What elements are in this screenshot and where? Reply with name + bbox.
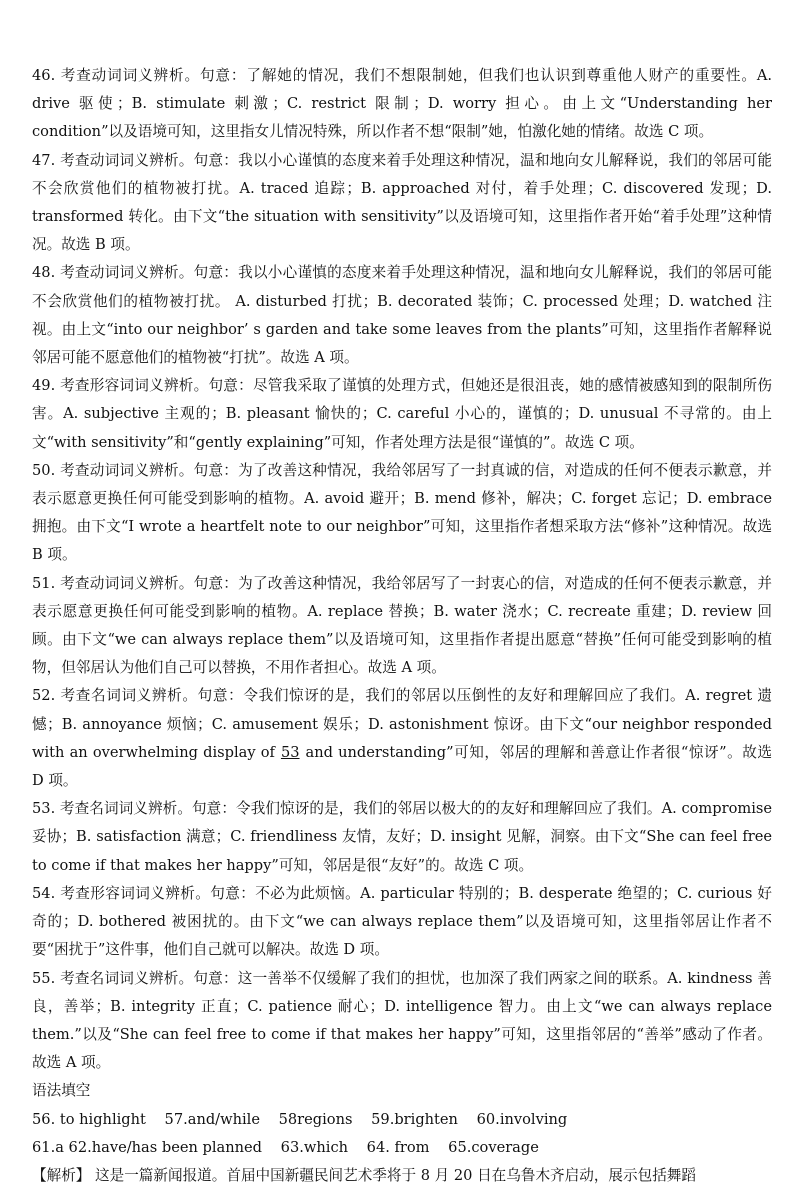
item-49 xyxy=(32,372,772,457)
item-54-text: 54. 考查形容词词义辨析。句意：不必为此烦恼。A. particular 特别的；B. desperate 绝望的；C. curious 好奇的；D. bothered 被困扰的。由下文“we can always replace them”以及语境可知，这里指邻居让作者不要“困扰于”这件事，他们自己就可以解决。故选 D 项。 xyxy=(32,884,772,959)
answer-63: 63.which xyxy=(280,1138,349,1156)
answer-64: 64. from xyxy=(366,1138,430,1156)
item-48-text: 48. 考查动词词义辨析。句意：我以小心谨慎的态度来着手处理这种情况，温和地向女儿解释说，我们的邻居可能不会欣赏他们的植物被打扰。 A. disturbed 打扰；B. decorated 装饰；C. processed 处理；D. watched 注视。由上文“into our neighbor’ s garden and take some leaves from the plants”可知，这里指作者解释说邻居可能不愿意他们的植物被“打扰”。故选 A 项。 xyxy=(32,264,772,367)
answer-59: 59.brighten xyxy=(371,1110,458,1128)
item-51 xyxy=(32,570,772,683)
document-page xyxy=(32,62,772,1190)
item-50-text: 50. 考查动词词义辨析。句意：为了改善这种情况，我给邻居写了一封真诚的信，对造成的任何不便表示歉意，并表示愿意更换任何可能受到影响的植物。A. avoid 避开；B. mend 修补，解决；C. forget 忘记；D. embrace 拥抱。由下文“I wrote a heartfelt note to our neighbor”可知，这里指作者想采取方法“修补”这种情况。故选 B 项。 xyxy=(32,461,772,564)
answer-57: 57.and/while xyxy=(164,1110,260,1128)
item-53-text: 53. 考查名词词义辨析。句意：令我们惊讶的是，我们的邻居以极大的的友好和理解回应了我们。A. compromise 妥协；B. satisfaction 满意；C. friendliness 友情，友好；D. insight 见解，洞察。由下文“She can feel free to come if that makes her happy”可知，邻居是很“友好”的。故选 C 项。 xyxy=(32,800,772,874)
item-52 xyxy=(32,682,772,795)
section-title: 语法填空 xyxy=(32,1082,91,1100)
answers-row-2 xyxy=(32,1134,772,1162)
analysis-text: 【解析】 这是一篇新闻报道。首届中国新疆民间艺术季将于 8 月 20 日在乌鲁木齐启动，展示包括舞蹈 xyxy=(32,1166,696,1184)
item-46 xyxy=(32,62,772,147)
item-46-text: 46. 考查动词词义辨析。句意：了解她的情况，我们不想限制她，但我们也认识到尊重他人财产的重要性。A. drive 驱使；B. stimulate 刺激；C. restrict 限制；D. worry 担心。由上文“Understanding her condition”以及语境可知，这里指女儿情况特殊，所以作者不想“限制”她，怕激化她的情绪。故选 C 项。 xyxy=(32,67,772,141)
item-49-text: 49. 考查形容词词义辨析。句意：尽管我采取了谨慎的处理方式，但她还是很沮丧，她的感情被感知到的限制所伤害。A. subjective 主观的；B. pleasant 愉快的；C. careful 小心的，谨慎的；D. unusual 不寻常的。由上文“with sensitivity”和“gently explaining”可知，作者处理方法是很“谨慎的”。故选 C 项。 xyxy=(32,377,772,451)
item-55-text: 55. 考查名词词义辨析。句意：这一善举不仅缓解了我们的担忧，也加深了我们两家之间的联系。A. kindness 善良，善举；B. integrity 正直；C. patience 耐心；D. intelligence 智力。由上文“we can always replace them.”以及“She can feel free to come if that makes her happy”可知，这里指邻居的“善举”感动了作者。故选 A 项。 xyxy=(32,969,772,1072)
item-47 xyxy=(32,147,772,260)
answer-61-62: 61.a 62.have/has been planned xyxy=(32,1138,263,1156)
answer-65: 65.coverage xyxy=(448,1138,539,1156)
item-52-post: and understanding”可知，邻居的理解和善意让作者很“惊讶”。故选 D 项。 xyxy=(32,743,773,790)
answer-58: 58regions xyxy=(278,1110,353,1128)
item-52-blank: 53 xyxy=(280,743,300,761)
answer-60: 60.involving xyxy=(476,1110,568,1128)
item-54 xyxy=(32,880,772,965)
item-53 xyxy=(32,795,772,880)
item-52-pre: 52. 考查名词词义辨析。句意：令我们惊讶的是，我们的邻居以压倒性的友好和理解回应了我们。A. regret 遗憾；B. annoyance 烦恼；C. amusement 娱乐；D. astonishment 惊讶。由下文“our neighbor responded with an overwhelming display of xyxy=(32,687,772,761)
answer-56: 56. to highlight xyxy=(32,1110,146,1128)
item-51-text: 51. 考查动词词义辨析。句意：为了改善这种情况，我给邻居写了一封衷心的信，对造成的任何不便表示歉意，并表示愿意更换任何可能受到影响的植物。A. replace 替换；B. water 浇水；C. recreate 重建；D. review 回顾。由下文“we can always replace them”以及语境可知，这里指作者提出愿意“替换”任何可能受到影响的植物，但邻居认为他们自己可以替换，不用作者担心。故选 A 项。 xyxy=(32,574,772,677)
answers-row-1 xyxy=(32,1106,772,1134)
item-48 xyxy=(32,259,772,372)
item-52-text xyxy=(32,682,772,795)
item-47-text: 47. 考查动词词义辨析。句意：我以小心谨慎的态度来着手处理这种情况，温和地向女儿解释说，我们的邻居可能不会欣赏他们的植物被打扰。A. traced 追踪；B. approached 对付，着手处理；C. discovered 发现；D. transformed 转化。由下文“the situation with sensitivity”以及语境可知，这里指作者开始“着手处理”这种情况。故选 B 项。 xyxy=(32,151,772,254)
item-50 xyxy=(32,457,772,570)
item-55 xyxy=(32,965,772,1078)
